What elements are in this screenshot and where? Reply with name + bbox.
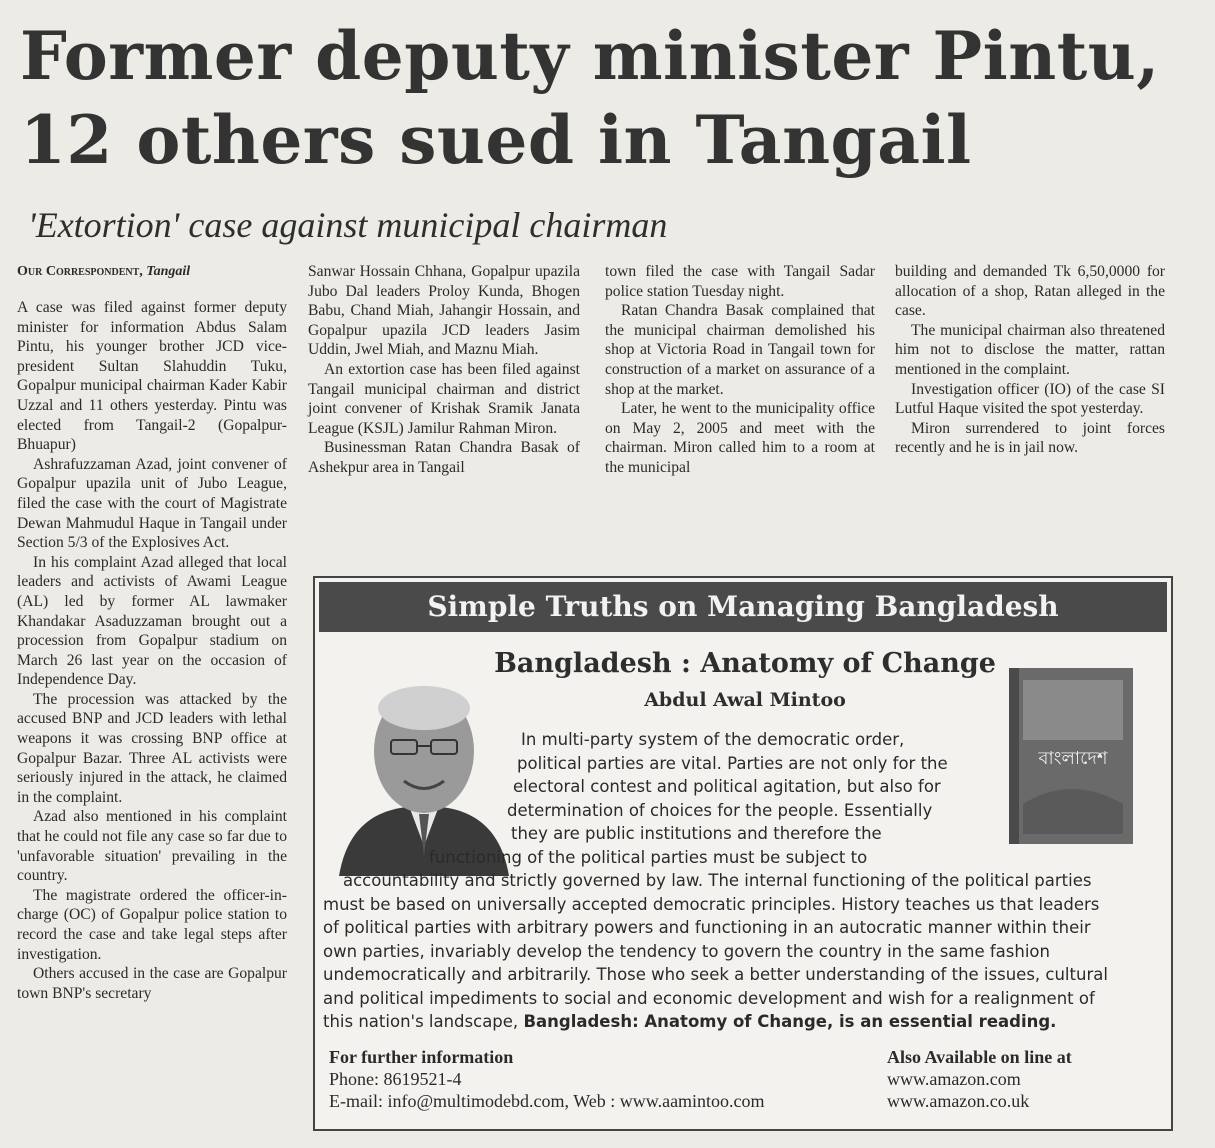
ad-body-text	[323, 728, 1163, 1034]
ad-body-line: must be based on universally accepted democratic principles. History teaches us that leaders	[323, 894, 1100, 914]
headline-line-1: Former deputy minister Pintu,	[20, 17, 1160, 95]
paragraph: The magistrate ordered the officer-in-charge (OC) of Gopalpur police station to record the case and take legal steps after investigation.	[17, 886, 287, 963]
ad-body-line: determination of choices for the people. Essentially	[507, 800, 933, 820]
online-site: www.amazon.co.uk	[887, 1091, 1030, 1111]
ad-body-line-last	[323, 1010, 1163, 1034]
paragraph: The municipal chairman also threatened him not to disclose the matter, rattan mentioned in the complaint.	[895, 321, 1165, 378]
paragraph: Later, he went to the municipality office on May 2, 2005 and meet with the chairman. Miron called him to a room at the municipal	[605, 400, 875, 476]
paragraph: Others accused in the case are Gopalpur town BNP's secretary	[17, 965, 287, 1002]
ad-body-line: electoral contest and political agitation, but also for	[513, 777, 941, 796]
ad-online-availability	[887, 1046, 1157, 1112]
paragraph: town filed the case with Tangail Sadar police station Tuesday night.	[605, 263, 875, 300]
online-heading: Also Available on line at	[887, 1047, 1072, 1067]
ad-body-line: political parties are vital. Parties are not only for the	[517, 753, 948, 773]
ad-body-line: of political parties with arbitrary powers and functioning in an autocratic manner within their	[323, 918, 1091, 937]
ad-contact-info	[329, 1046, 889, 1112]
paragraph: Ratan Chandra Basak complained that the municipal chairman demolished his shop at Victoria Road in Tangail town for construction of a market on assurance of a shop at the market.	[605, 302, 875, 398]
ad-body-line: this nation's landscape,	[323, 1012, 519, 1031]
article-column-1	[17, 262, 287, 1003]
book-author: Abdul Awal Mintoo	[644, 689, 846, 711]
ad-body-line: own parties, invariably develop the tendency to govern the country in the same fashion	[323, 941, 1050, 961]
email-web: E-mail: info@multimodebd.com, Web : www.aamintoo.com	[329, 1091, 765, 1111]
online-site: www.amazon.com	[887, 1069, 1021, 1089]
ad-body-line: and political impediments to social and economic development and wish for a realignment of	[323, 988, 1095, 1008]
paragraph: Investigation officer (IO) of the case SI Lutful Haque visited the spot yesterday.	[895, 380, 1165, 418]
byline-place: Tangail	[146, 264, 191, 279]
ad-body-line: In multi-party system of the democratic order,	[521, 730, 905, 749]
paragraph: Azad also mentioned in his complaint that he could not file any case so far due to 'unfavorable situation' prevailing in the country.	[17, 808, 287, 885]
book-title: Bangladesh : Anatomy of Change	[494, 648, 996, 679]
phone-number: Phone: 8619521-4	[329, 1069, 462, 1089]
byline	[17, 262, 287, 282]
ad-body-line: functioning of the political parties must be subject to	[429, 847, 868, 867]
paragraph: A case was filed against former deputy minister for information Abdus Salam Pintu, his younger brother JCD vice-president Sultan Slahuddin Tuku, Gopalpur municipal chairman Kader Kabir Uzzal and 11 others yesterday. Pintu was elected from Tangail-2 (Gopalpur-Bhuapur)	[17, 299, 287, 454]
paragraph: building and demanded Tk 6,50,0000 for allocation of a shop, Ratan alleged in the case.	[895, 263, 1165, 320]
book-cover-title: বাংলাদেশ	[1038, 748, 1108, 769]
article-column-2	[308, 262, 580, 478]
paragraph: Ashrafuzzaman Azad, joint convener of Gopalpur upazila unit of Jubo League, filed the case with the court of Magistrate Dewan Mahmudul Haque in Tangail under Section 5/3 of the Explosives Act.	[17, 455, 287, 552]
byline-name: Our Correspondent,	[17, 264, 143, 279]
article-column-3	[605, 262, 875, 478]
headline	[20, 14, 1200, 182]
ad-banner: Simple Truths on Managing Bangladesh	[319, 582, 1167, 632]
ad-body-line: undemocratically and arbitrarily. Those who seek a better understanding of the issues, cultural	[323, 965, 1108, 984]
paragraph: Sanwar Hossain Chhana, Gopalpur upazila Jubo Dal leaders Proloy Kunda, Bhogen Babu, Chand Miah, Jahangir Hossain, and Gopalpur upazila JCD leaders Jasim Uddin, Jwel Miah, and Maznu Miah.	[308, 263, 580, 359]
headline-line-2: 12 others sued in Tangail	[20, 101, 972, 179]
paragraph: In his complaint Azad alleged that local leaders and activists of Awami League (AL) led by former AL lawmaker Khandakar Asaduzzaman brought out a procession from Gopalpur stadium on March 26 last year on the occasion of Independence Day.	[17, 553, 287, 689]
paragraph: Miron surrendered to joint forces recently and he is in jail now.	[895, 419, 1165, 457]
article-column-4	[895, 262, 1165, 458]
paragraph: The procession was attacked by the accused BNP and JCD leaders with lethal weapons it was crossing BNP office at Gopalpur Bazar. Three AL activists were seriously injured in the attack, he claimed in the complaint.	[17, 690, 287, 806]
ad-body-line: they are public institutions and therefore the	[511, 824, 882, 843]
paragraph: Businessman Ratan Chandra Basak of Ashekpur area in Tangail	[308, 439, 580, 476]
book-advertisement	[313, 576, 1173, 1131]
deck-subheadline: 'Extortion' case against municipal chairman	[28, 205, 668, 245]
paragraph: An extortion case has been filed against Tangail municipal chairman and district joint convener of Krishak Sramik Janata League (KSJL) Jamilur Rahman Miron.	[308, 360, 580, 437]
info-heading: For further information	[329, 1047, 514, 1067]
ad-body-bold-end: Bangladesh: Anatomy of Change, is an essential reading.	[523, 1012, 1057, 1031]
ad-body-line: accountability and strictly governed by law. The internal functioning of the political parties	[343, 871, 1092, 890]
